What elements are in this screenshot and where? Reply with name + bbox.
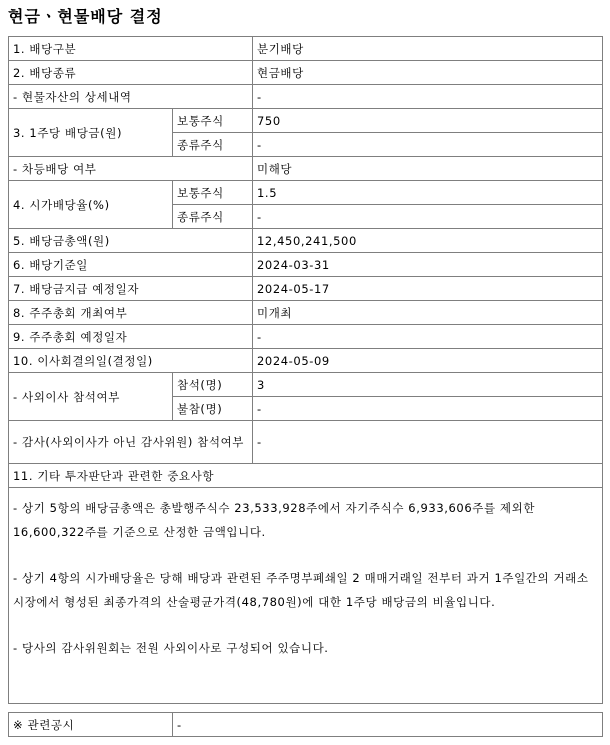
row-value: 2024-05-17 — [253, 277, 603, 301]
notes-cell — [9, 488, 603, 704]
sub-label: 불참(명) — [173, 397, 253, 421]
row-label: 11. 기타 투자판단과 관련한 중요사항 — [9, 464, 603, 488]
note-paragraph: - 상기 4항의 시가배당율은 당해 배당과 관련된 주주명부폐쇄일 2 매매거래일 전부터 과거 1주일간의 거래소 시장에서 형성된 최종가격의 산술평균가격(48,780원)에 대한 1주당 배당금의 비율입니다. — [13, 571, 589, 609]
row-value: 분기배당 — [253, 37, 603, 61]
table-row — [9, 325, 603, 349]
row-value: 2024-05-09 — [253, 349, 603, 373]
row-label: 8. 주주총회 개최여부 — [9, 301, 253, 325]
table-row — [9, 464, 603, 488]
sub-label: 종류주식 — [173, 205, 253, 229]
table-row — [9, 277, 603, 301]
table-row — [9, 85, 603, 109]
row-value: 2024-03-31 — [253, 253, 603, 277]
note-paragraph: - 상기 5항의 배당금총액은 총발행주식수 23,533,928주에서 자기주식수 6,933,606주를 제외한 16,600,322주를 기준으로 산정한 금액입니다. — [13, 501, 536, 539]
row-label: ※ 관련공시 — [9, 713, 173, 737]
row-value: - — [253, 133, 603, 157]
table-row — [9, 229, 603, 253]
row-value: 1.5 — [253, 181, 603, 205]
table-row — [9, 713, 603, 737]
table-row — [9, 157, 603, 181]
row-value: - — [253, 421, 603, 464]
row-label: 10. 이사회결의일(결정일) — [9, 349, 253, 373]
row-label: - 감사(사외이사가 아닌 감사위원) 참석여부 — [9, 421, 253, 464]
table-row — [9, 301, 603, 325]
row-value: 현금배당 — [253, 61, 603, 85]
row-label: 6. 배당기준일 — [9, 253, 253, 277]
row-value: 3 — [253, 373, 603, 397]
row-label: 4. 시가배당율(%) — [9, 181, 173, 229]
row-label: - 사외이사 참석여부 — [9, 373, 173, 421]
table-row — [9, 109, 603, 133]
row-label: 3. 1주당 배당금(원) — [9, 109, 173, 157]
sub-label: 보통주식 — [173, 109, 253, 133]
row-label: 9. 주주총회 예정일자 — [9, 325, 253, 349]
sub-label: 참석(명) — [173, 373, 253, 397]
note-paragraph: - 당사의 감사위원회는 전원 사외이사로 구성되어 있습니다. — [13, 641, 329, 655]
row-value: 750 — [253, 109, 603, 133]
sub-label: 보통주식 — [173, 181, 253, 205]
row-value: 12,450,241,500 — [253, 229, 603, 253]
sub-label: 종류주식 — [173, 133, 253, 157]
page-title: 현금ㆍ현물배당 결정 — [8, 7, 163, 26]
row-label: 1. 배당구분 — [9, 37, 253, 61]
table-row — [9, 181, 603, 205]
row-label: 7. 배당금지급 예정일자 — [9, 277, 253, 301]
disclosure-table — [8, 36, 603, 704]
table-row — [9, 488, 603, 704]
related-disclosure-table — [8, 712, 603, 737]
row-label: - 차등배당 여부 — [9, 157, 253, 181]
row-label: - 현물자산의 상세내역 — [9, 85, 253, 109]
row-value: - — [253, 205, 603, 229]
table-row — [9, 349, 603, 373]
row-value: 미개최 — [253, 301, 603, 325]
table-row — [9, 373, 603, 397]
row-label: 2. 배당종류 — [9, 61, 253, 85]
table-row — [9, 421, 603, 464]
row-value: 미해당 — [253, 157, 603, 181]
table-row — [9, 61, 603, 85]
row-label: 5. 배당금총액(원) — [9, 229, 253, 253]
table-row — [9, 253, 603, 277]
row-value: - — [253, 325, 603, 349]
row-value: - — [173, 713, 603, 737]
row-value: - — [253, 85, 603, 109]
table-row — [9, 37, 603, 61]
row-value: - — [253, 397, 603, 421]
